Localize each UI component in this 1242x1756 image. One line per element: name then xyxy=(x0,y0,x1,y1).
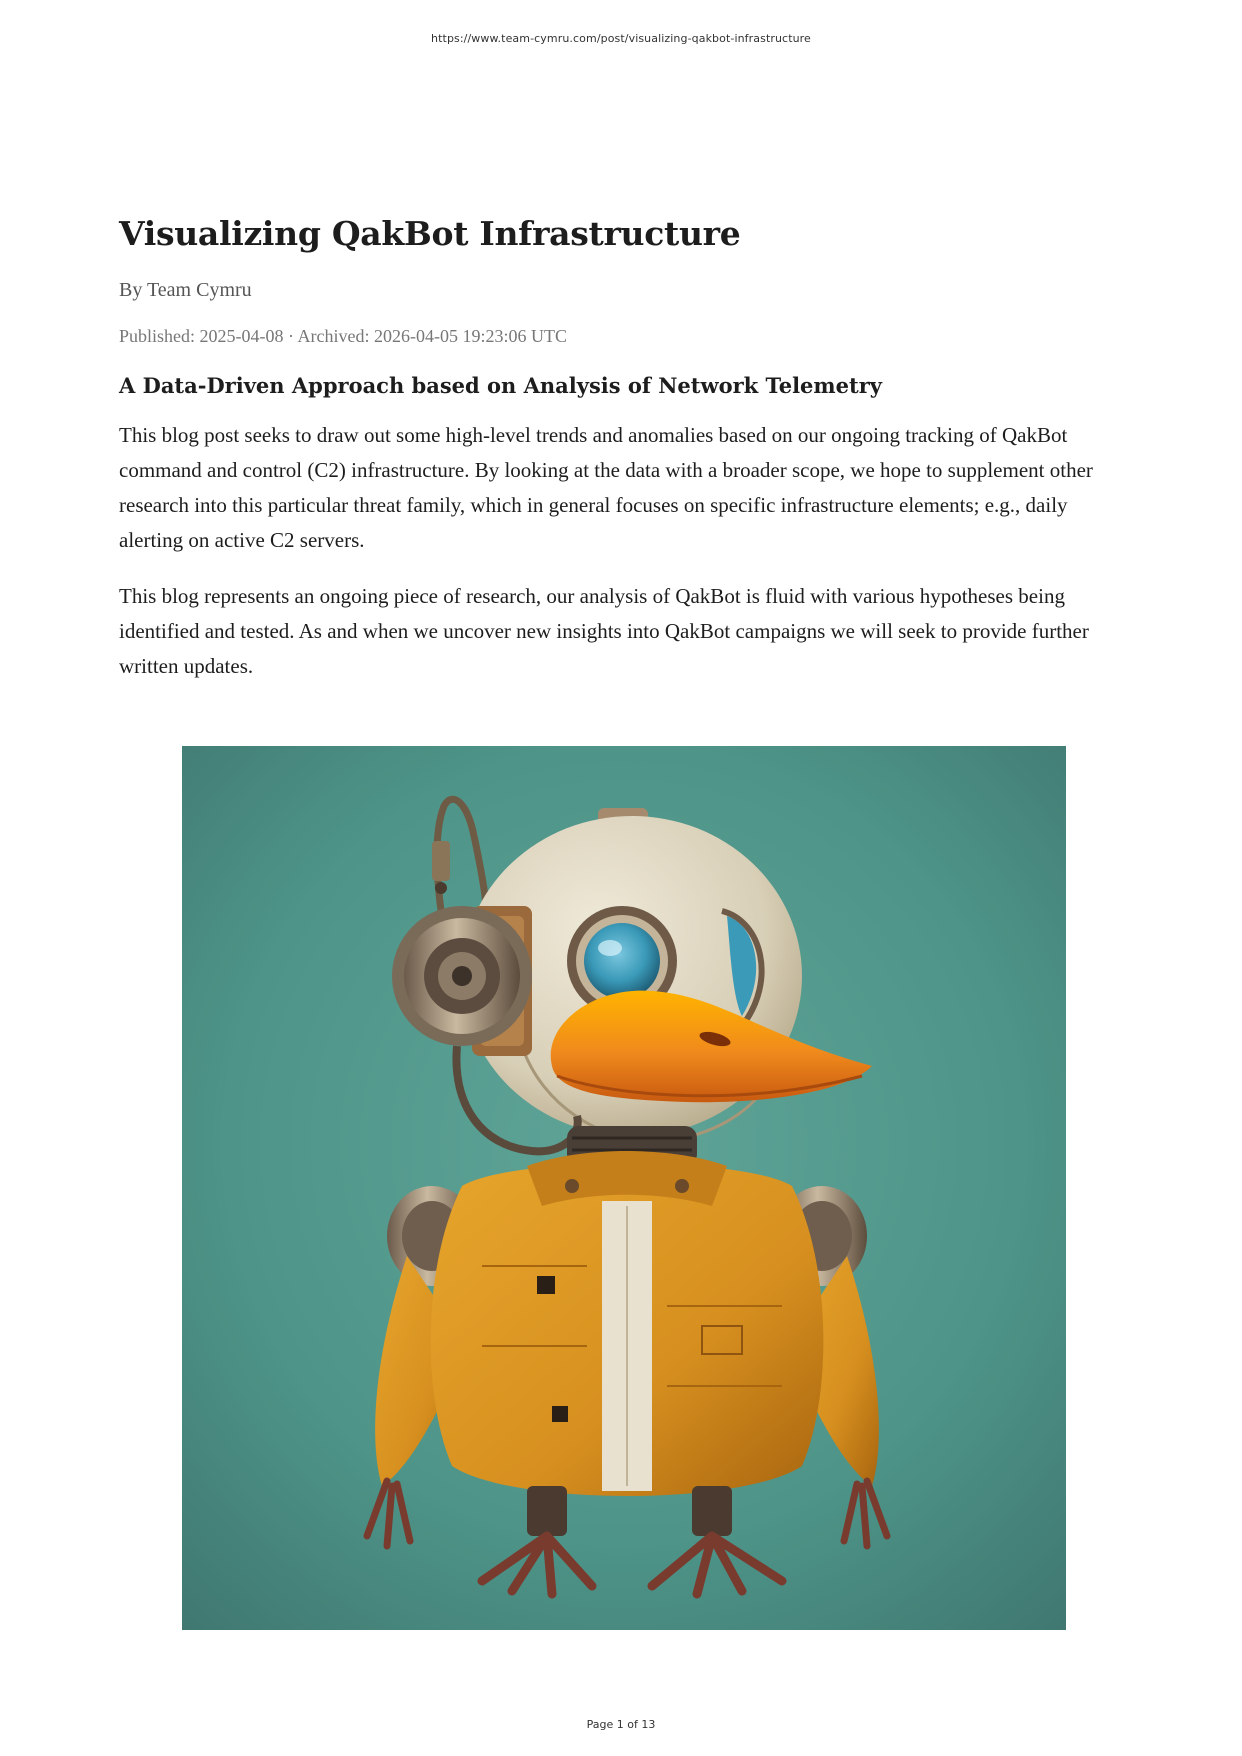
page-number: Page 1 of 13 xyxy=(586,1718,656,1731)
article-paragraph: This blog represents an ongoing piece of research, our analysis of QakBot is fluid with various hypotheses being identified and tested. As and when we uncover new insights into QakBot campaigns we will seek to provide further written updates. xyxy=(119,584,1089,678)
robot-duck-illustration xyxy=(182,746,1066,1630)
article-paragraph: This blog post seeks to draw out some high-level trends and anomalies based on our ongoing tracking of QakBot command and control (C2) infrastructure. By looking at the data with a broader scope, we hope to supplement other research into this particular threat family, which in general focuses on specific infrastructure elements; e.g., daily alerting on active C2 servers. xyxy=(119,423,1093,552)
page-url-header: https://www.team-cymru.com/post/visualizing-qakbot-infrastructure xyxy=(431,32,811,45)
article-title: Visualizing QakBot Infrastructure xyxy=(119,214,741,253)
article xyxy=(119,212,1119,684)
article-meta: Published: 2025-04-08 · Archived: 2026-04-05 19:23:06 UTC xyxy=(119,326,567,346)
article-byline: By Team Cymru xyxy=(119,279,252,301)
article-subheading: A Data-Driven Approach based on Analysis of Network Telemetry xyxy=(119,373,882,398)
